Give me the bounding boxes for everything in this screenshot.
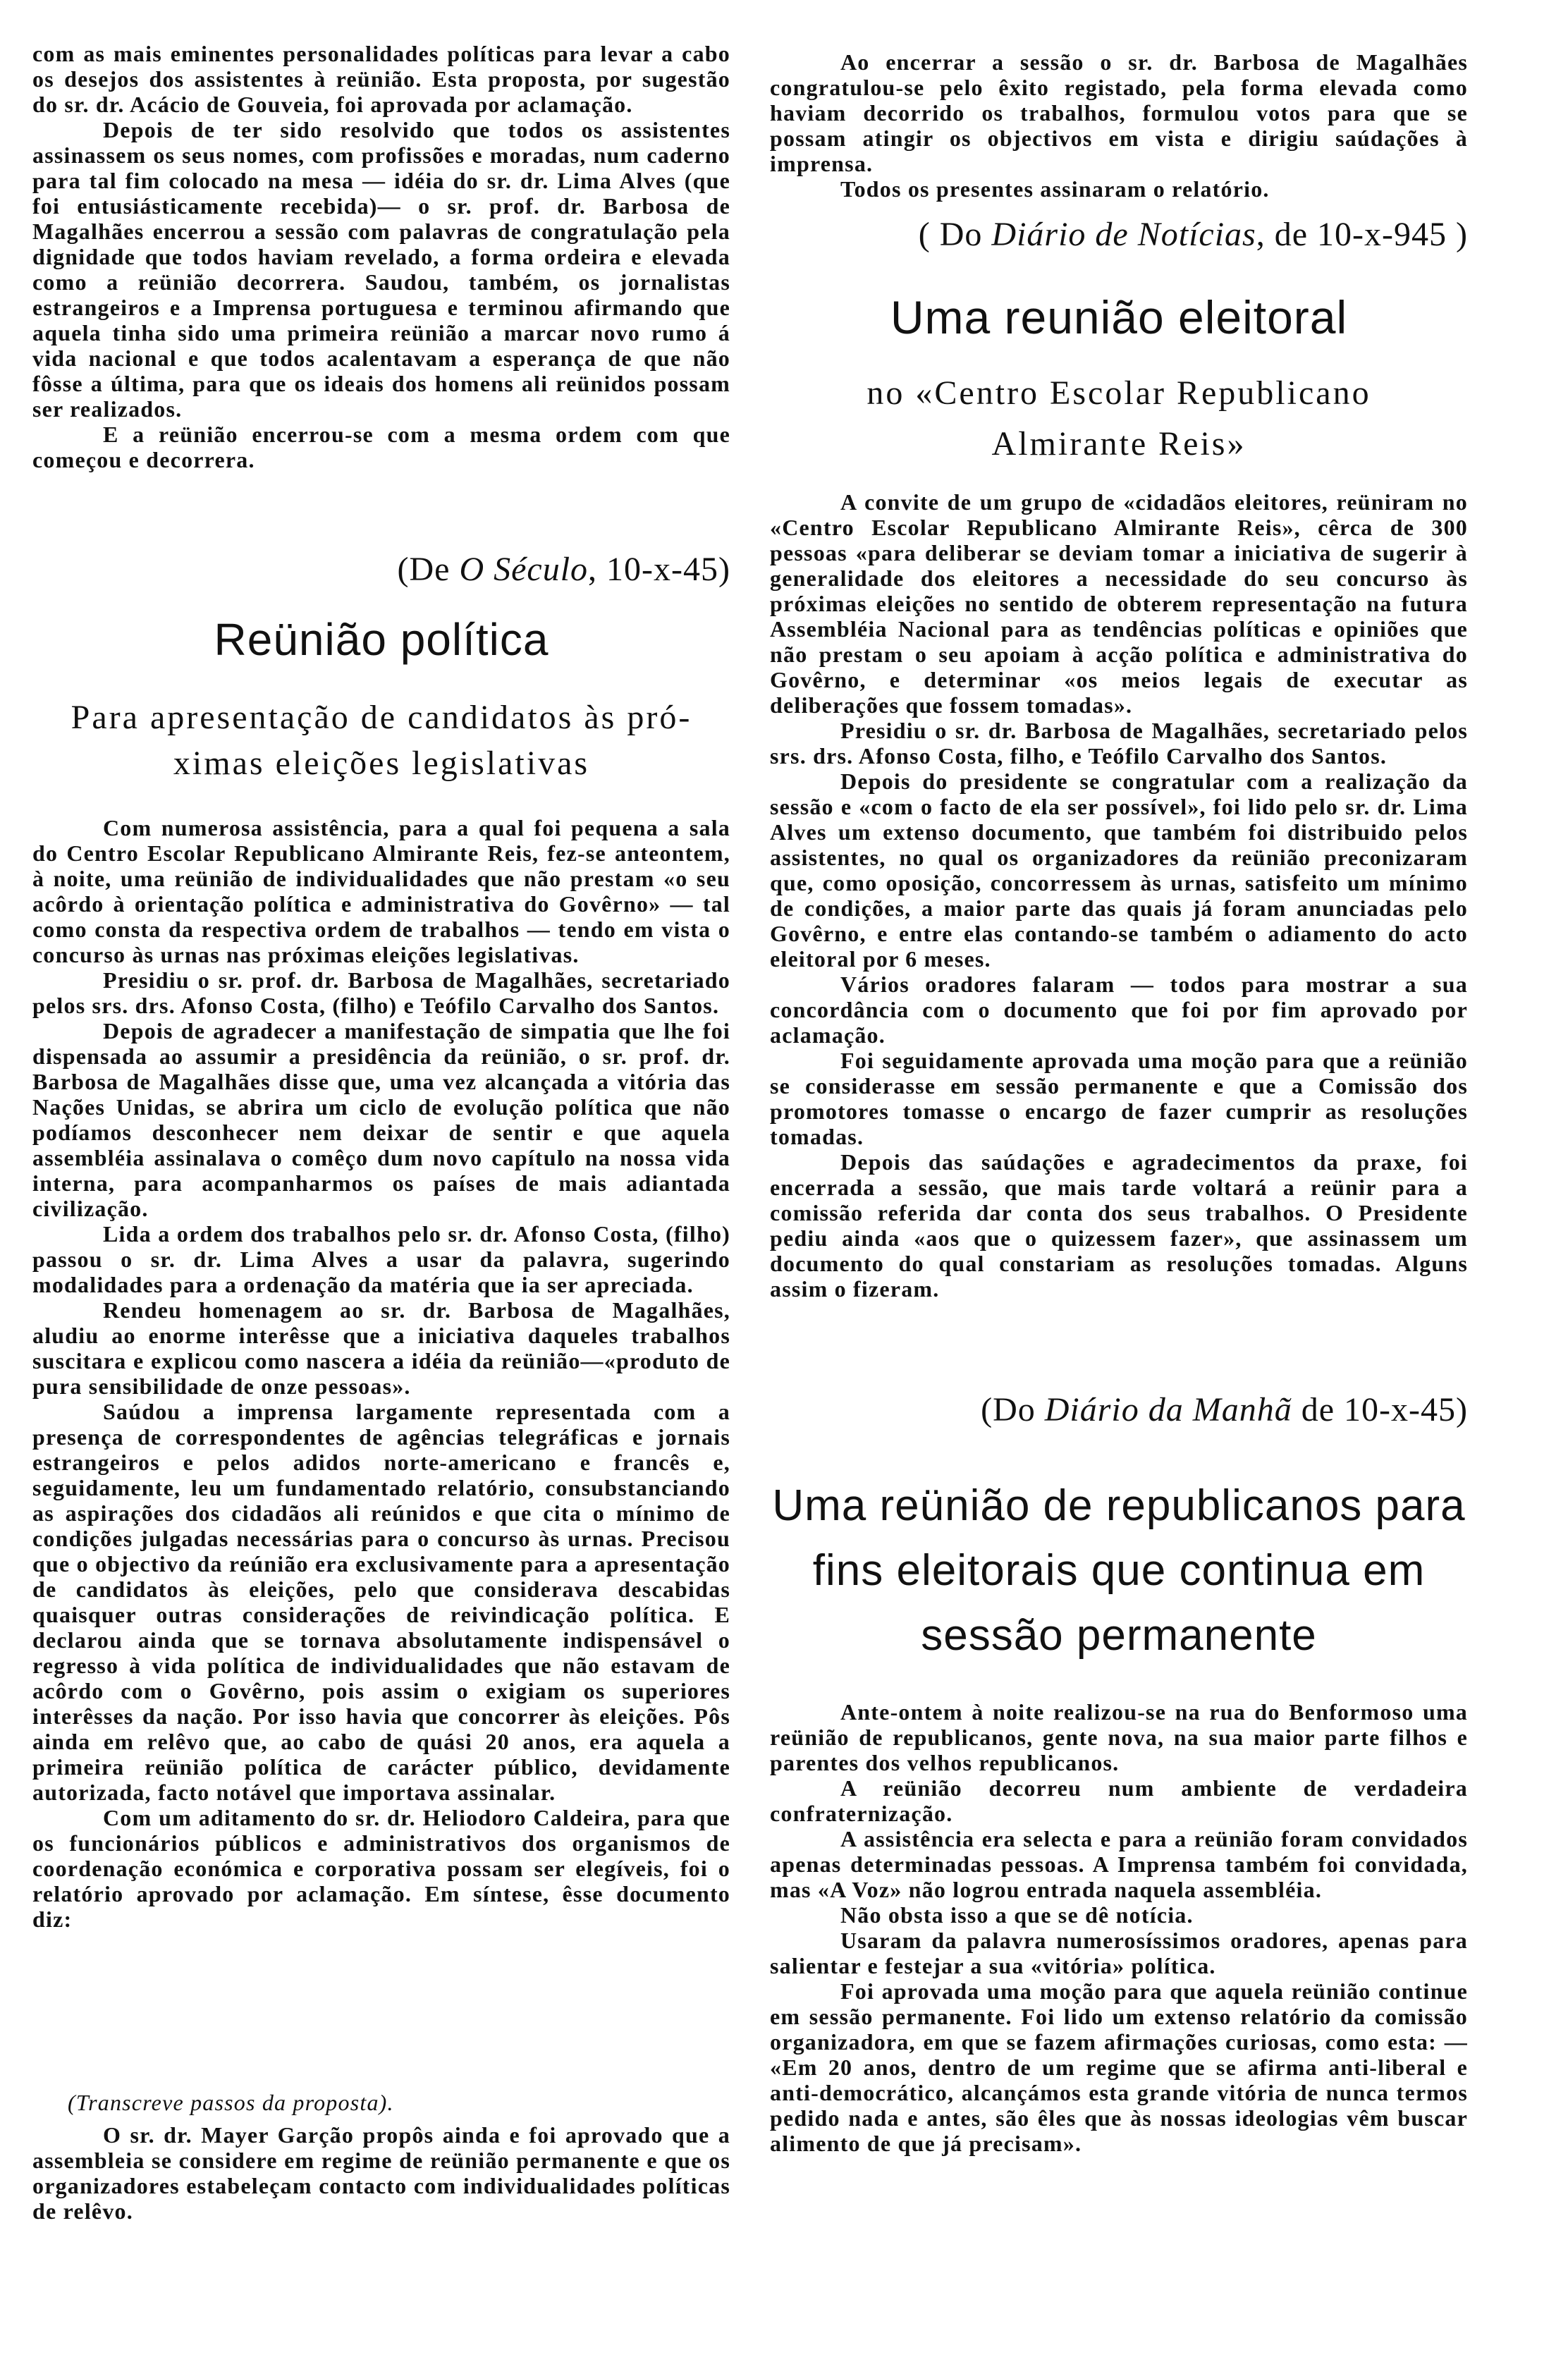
paragraph: Saúdou a imprensa largamente representada com a presença de correspondentes de agências telegráficas e jornais estrangeiros e pelos adidos norte-americano e francês e, seguidamente, leu um fundamentado relatório, consubstanciando as aspirações dos cidadãos ali reúnidos e que cita o mínimo de condições julgadas necessárias para o concurso às urnas. Precisou que o objectivo da reúnião era exclusivamente para a apresentação de candidatos às eleições, pelo que considerava descabidas quaisquer outras considerações de reivindicação política. E declarou ainda que se tornava absolutamente indispensável o regresso à vida política de individualidades que não estavam de acôrdo com o Govêrno, pois assim o exigiam os superiores interêsses da nação. Por isso havia que concorrer às eleições. Pôs ainda em relêvo que, ao cabo de quási 20 anos, era aquela a primeira reünião política de carácter público, devidamente autorizada, facto notável que importava assinalar. <box>32 1399 730 1805</box>
citation-date: , 10-x-45) <box>588 551 730 588</box>
paragraph: E a reünião encerrou-se com a mesma ordem com que começou e decorrera. <box>32 422 730 472</box>
citation-prefix: ( Do <box>918 216 992 253</box>
paragraph: Depois do presidente se congratular com a realização da sessão e «com o facto de ela ser possível», foi lido pelo sr. dr. Lima Alves um extenso documento, que também foi distribuido pelos assistentes, no qual os organizadores da reünião preconizaram que, como oposição, concorressem às urnas, satisfeito um mínimo de condições, a maior parte das quais já foram anunciadas pelo Govêrno, e entre elas contando-se também o adiamento do acto eleitoral por 6 meses. <box>770 769 1468 972</box>
article-title: Reünião política <box>214 614 549 665</box>
citation-prefix: (Do <box>981 1391 1045 1428</box>
paragraph: Presidiu o sr. prof. dr. Barbosa de Magalhães, secretariado pelos srs. drs. Afonso Costa, (filho) e Teófilo Carvalho dos Santos. <box>32 967 730 1018</box>
paragraph: Depois de agradecer a manifestação de simpatia que lhe foi dispensada ao assumir a presidência da reünião, o sr. prof. dr. Barbosa de Magalhães disse que, uma vez alcançada a vitória das Nações Unidas, se abrira um ciclo de evolução política que não podíamos desconhecer nem deixar de sentir e que aquela assembléia assinalava o comêço dum novo capítulo na nossa vida interna, para acompanharmos os países de mais adiantada civilização. <box>32 1018 730 1221</box>
article2-title: Uma reunião eleitoral <box>890 291 1348 343</box>
newspaper-name: O Século <box>459 551 589 588</box>
closing-paragraph: O sr. dr. Mayer Garção propôs ainda e foi aprovado que a assembleia se considere em regime de reünião permanente e que os organizadores estabeleçam contacto com individualidades políticas de relêvo. <box>32 2122 730 2224</box>
paragraph: Lida a ordem dos trabalhos pelo sr. dr. Afonso Costa, (filho) passou o sr. dr. Lima Alves a usar da palavra, sugerindo modalidades para a ordenação da matéria que ia ser apreciada. <box>32 1221 730 1297</box>
article3-title-line-3: sessão permanente <box>921 1611 1317 1660</box>
article2-subtitle-line-1: no «Centro Escolar Republicano <box>866 374 1371 412</box>
right-intro-text <box>770 49 1468 202</box>
paragraph: Rendeu homenagem ao sr. dr. Barbosa de Magalhães, aludiu ao enorme interêsse que a iniciativa daqueles trabalhos suscitara e explicou como nascera a idéia da reünião—«produto de pura sensibilidade de onze pessoas». <box>32 1297 730 1399</box>
left-article-closing <box>32 2090 730 2224</box>
left-article-body <box>32 815 730 1932</box>
source-citation-diario-noticias <box>770 215 1468 254</box>
paragraph: Usaram da palavra numerosíssimos oradores, apenas para salientar e festejar a sua «vitória» política. <box>770 1928 1468 1978</box>
paragraph: Depois de ter sido resolvido que todos os assistentes assinassem os seus nomes, com profissões e moradas, num caderno para tal fim colocado na mesa — idéia do sr. dr. Lima Alves (que foi entusiásticamente recebida)— o sr. prof. dr. Barbosa de Magalhães encerrou a sessão com palavras de congratulação pela dignidade que todos haviam revelado, a forma ordeira e elevada como a reünião decorrera. Saudou, também, os jornalistas estrangeiros e a Imprensa portuguesa e terminou afirmando que aquela tinha sido uma primeira reünião a marcar novo rumo á vida nacional e que todos acalentavam a esperança de que não fôsse a última, para que os ideais dos homens ali reünidos possam ser realizados. <box>32 117 730 422</box>
paragraph: Com um aditamento do sr. dr. Heliodoro Caldeira, para que os funcionários públicos e administrativos dos organismos de coordenação económica e corporativa possam ser elegíveis, foi o relatório aprovado por aclamação. Em síntese, êsse documento diz: <box>32 1805 730 1932</box>
newspaper-name: Diário da Manhã <box>1044 1391 1292 1428</box>
paragraph: Presidiu o sr. dr. Barbosa de Magalhães, secretariado pelos srs. drs. Afonso Costa, filho, e Teófilo Carvalho dos Santos. <box>770 718 1468 769</box>
article3-title <box>770 1474 1468 1668</box>
transcription-note: (Transcreve passos da proposta). <box>68 2090 394 2115</box>
paragraph: Vários oradores falaram — todos para mostrar a sua concordância com o documento que foi por fim aprovado por aclamação. <box>770 972 1468 1048</box>
paragraph: A convite de um grupo de «cidadãos eleitores, reüniram no «Centro Escolar Republicano Almirante Reis», cêrca de 300 pessoas «para deliberar se deviam tomar a iniciativa de sugerir à generalidade dos eleitores a necessidade do seu concurso às próximas eleições no sentido de obterem representação na futura Assembléia Nacional para as tendências políticas e opiniões que não prestam o seu apoiam à acção política e administrativa do Govêrno, e determinar «os meios legais de executar as deliberações que fossem tomadas». <box>770 489 1468 718</box>
paragraph: com as mais eminentes personalidades políticas para levar a cabo os desejos dos assistentes à reünião. Esta proposta, por sugestão do sr. dr. Acácio de Gouveia, foi aprovada por aclamação. <box>32 41 730 117</box>
source-citation-o-seculo <box>32 550 730 589</box>
paragraph: Com numerosa assistência, para a qual foi pequena a sala do Centro Escolar Republicano Almirante Reis, fez-se anteontem, à noite, uma reünião de individualidades que não prestam «o seu acôrdo à orientação política e administrativa do Govêrno» — tal como consta da respectiva ordem de trabalhos — tendo em vista o concurso às urnas nas próximas eleições legislativas. <box>32 815 730 967</box>
article-subtitle-line-1: Para apresentação de candidatos às pró- <box>71 699 692 736</box>
citation-prefix: (De <box>397 551 460 588</box>
paragraph: Depois das saúdações e agradecimentos da praxe, foi encerrada a sessão, que mais tarde voltará a reünir para a comissão referida dar conta dos seus trabalhos. O Presidente pediu ainda «aos que o quizessem fazer», que assinassem um documento do qual constariam as resoluções tomadas. Alguns assim o fizeram. <box>770 1149 1468 1302</box>
paragraph: Não obsta isso a que se dê notícia. <box>840 1902 1194 1928</box>
citation-date: de 10-x-45) <box>1292 1391 1468 1428</box>
paragraph: Ao encerrar a sessão o sr. dr. Barbosa de Magalhães congratulou-se pelo êxito registado, pela forma elevada como haviam decorrido os trabalhos, formulou votos para que se possam atingir os objectivos em vista e dirigiu saúdações à imprensa. <box>770 49 1468 176</box>
article3-title-line-2: fins eleitorais que continua em <box>812 1546 1426 1595</box>
article2-subtitle-line-2: Almirante Reis» <box>991 425 1247 463</box>
article3-body <box>770 1699 1468 2156</box>
paragraph: Todos os presentes assinaram o relatório. <box>840 176 1270 202</box>
paragraph: A assistência era selecta e para a reünião foram convidados apenas determinadas pessoas. A Imprensa também foi convidada, mas «A Voz» não logrou entrada naquela assembléia. <box>770 1826 1468 1902</box>
paragraph: Ante-ontem à noite realizou-se na rua do Benformoso uma reünião de republicanos, gente nova, na sua maior parte filhos e parentes dos velhos republicanos. <box>770 1699 1468 1775</box>
paragraph: Foi aprovada uma moção para que aquela reünião continue em sessão permanente. Foi lido um extenso relatório da comissão organizadora, em que se fazem afirmações curiosas, como esta: — «Em 20 anos, dentro de um regime que se afirma anti-liberal e anti-democrático, alcançámos esta grande vitória de nunca termos pedido nada e antes, são êles que às nossas ideologias vêm buscar alimento de que já precisam». <box>770 1978 1468 2156</box>
citation-date: , de 10-x-945 ) <box>1256 216 1468 253</box>
article2-body <box>770 489 1468 1302</box>
paragraph: A reünião decorreu num ambiente de verdadeira confraternização. <box>770 1775 1468 1826</box>
newspaper-name: Diário de Notícias <box>991 216 1256 253</box>
article-subtitle-line-2: ximas eleições legislativas <box>173 745 590 782</box>
left-intro-text <box>32 41 730 472</box>
source-citation-diario-manha <box>770 1390 1468 1429</box>
paragraph: Foi seguidamente aprovada uma moção para que a reünião se considerasse em sessão permanente e que a Comissão dos promotores tomasse o encargo de fazer cumprir as resoluções tomadas. <box>770 1048 1468 1149</box>
article3-title-line-1: Uma reünião de republicanos para <box>772 1481 1466 1530</box>
